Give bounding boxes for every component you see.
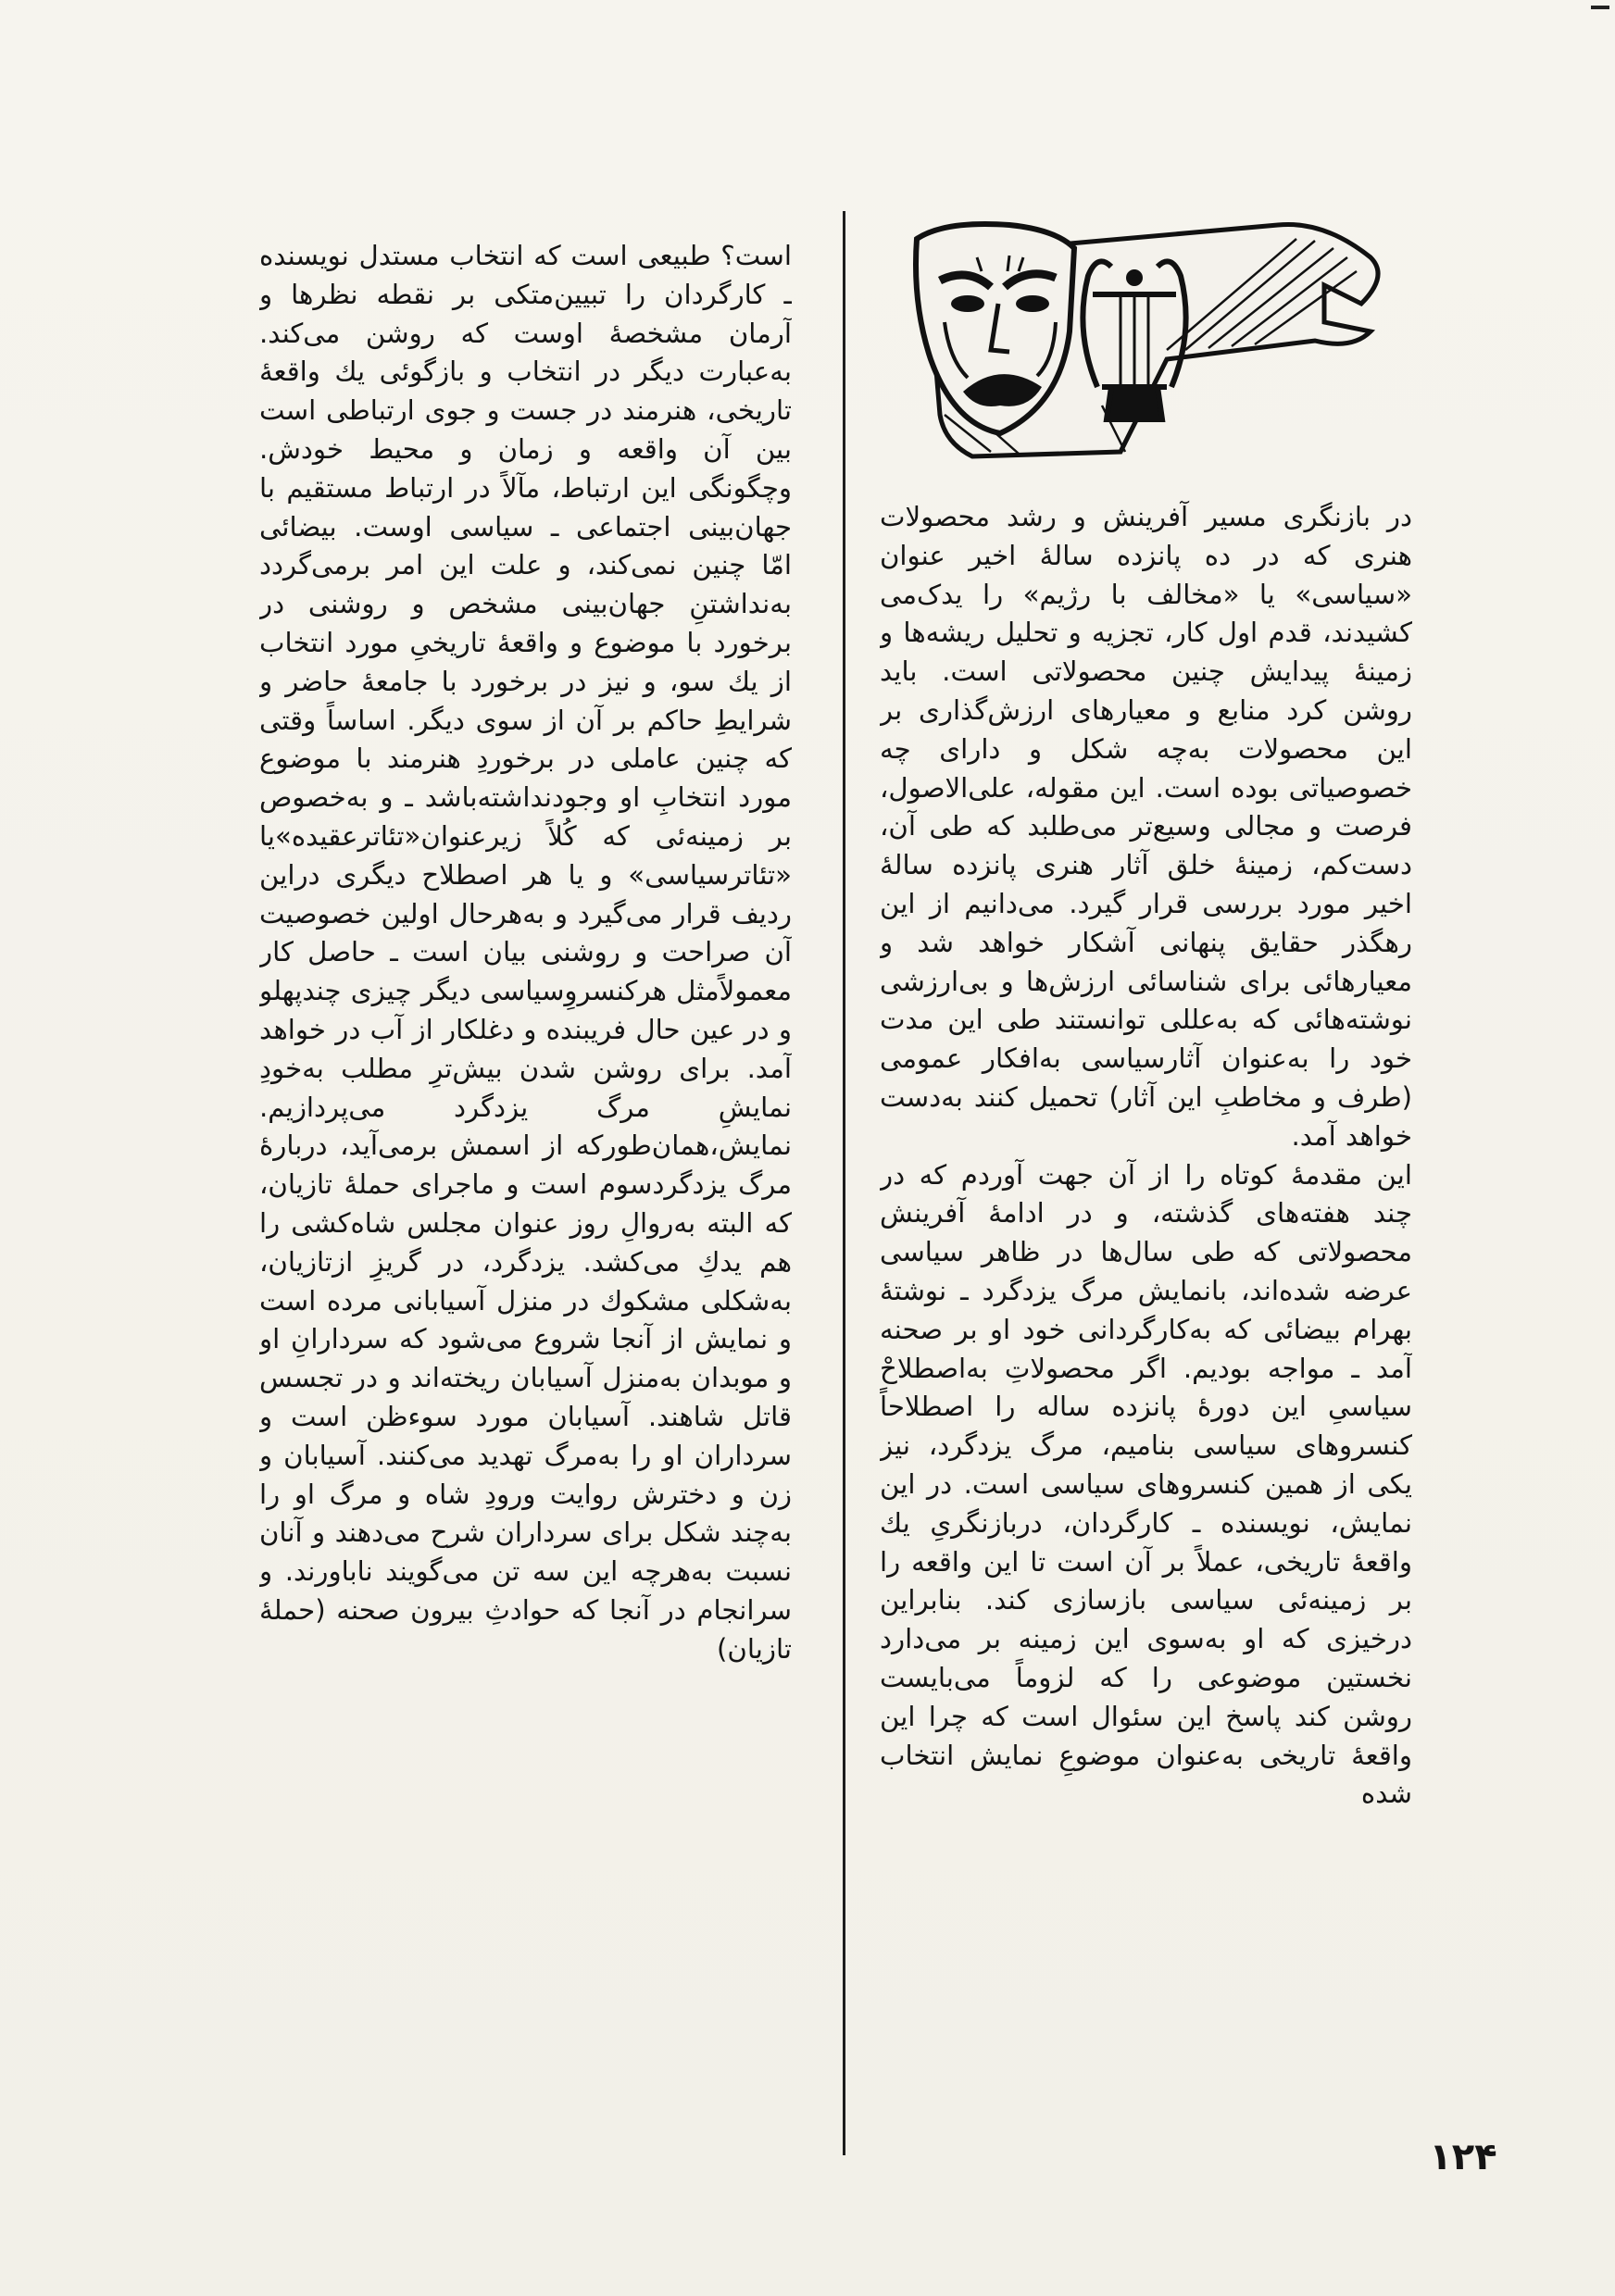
right-column: [880, 498, 1412, 2192]
right-column-paragraph-1: در بازنگری مسیر آفرینش و رشد محصولات هنری که در ده پانزده سالهٔ اخیر عنوان «سیاسی» یا «مخالف با رژیم» را یدک‌می کشیدند، قدم اول کار، تجزیه و تحلیل ریشه‌ها و زمینهٔ پیدایش چنین محصولاتی است. باید روشن کرد منابع و معیارهای ارزش‌گذاری بر این محصولات به‌چه شکل و دارای چه خصوصیاتی بوده است. این مقوله، علی‌الاصول، فرصت و مجالی وسیع‌تر می‌طلبد که طی آن، دست‌کم، زمینهٔ خلق آثار هنری پانزده سالهٔ اخیر مورد بررسی قرار گیرد. می‌دانیم از این رهگذر حقایق پنهانی آشکار خواهد شد و معیارهائی برای شناسائی ارزش‌ها و بی‌ارزشی نوشته‌هائی که به‌عللی توانستند طی این مدت خود را به‌عنوان آثارسیاسی به‌افکار عمومی (طرف و مخاطبِ این آثار) تحمیل کنند به‌دست خواهد آمد.: [880, 501, 1412, 1152]
column-divider: [843, 211, 845, 2155]
right-column-paragraph-2: این مقدمهٔ کوتاه را از آن جهت آوردم که در چند هفته‌های گذشته، و در ادامهٔ آفرینش محصولاتی که طی سال‌ها در ظاهر سیاسی عرضه شده‌اند، بانمایش مرگ یزدگرد ـ نوشتهٔ بهرام بیضائی که به‌کارگردانی خود او بر صحنه آمد ـ مواجه بودیم. اگر محصولاتِ به‌اصطلاحْ سیاسیِ این دورهٔ پانزده ساله را اصطلاحاً کنسروهای سیاسی بنامیم، مرگ یزدگرد، نیز یکی از همین کنسروهای سیاسی است. در این نمایش، نویسنده ـ کارگردان، دربازنگریِ یك واقعهٔ تاریخی، عملاً بر آن است تا این واقعه را بر زمینه‌ئی سیاسی بازسازی کند. بنابراین درخیزی که او به‌سوی این زمینه بر می‌دارد نخستین موضوعی را که لزوماً می‌بایست روشن کند پاسخ این سئوال است که چرا این واقعهٔ تاریخی به‌عنوان موضوعِ نمایش انتخاب شده: [880, 1158, 1412, 1810]
page-corner-mark: [1591, 6, 1609, 9]
theatre-mask-and-lyre-icon: [889, 220, 1408, 470]
page-number: ۱۲۴: [1429, 2136, 1497, 2178]
left-column-paragraph-1: است؟ طبیعی است که انتخاب مستدل نویسنده ـ کارگردان را تبیین‌متکی بر نقطه نظرها و آرمان مشخصهٔ اوست که روشن می‌کند. به‌عبارت دیگر در انتخاب و بازگوئی یك واقعهٔ تاریخی، هنرمند در جست و جوی ارتباطی است بین آن واقعه و زمان و محیط خودش. وچگونگی این ارتباط، مآلاً در ارتباط مستقیم با جهان‌بینی اجتماعی ـ سیاسی اوست. بیضائی امّا چنین نمی‌کند، و علت این امر برمی‌گردد به‌نداشتنِ جهان‌بینی مشخص و روشنی در برخورد با موضوع و واقعهٔ تاریخیِ مورد انتخاب از یك سو، و نیز در برخورد با جامعهٔ حاضر و شرایطِ حاکم بر آن از سوی دیگر. اساساً وقتی که چنین عاملی در برخوردِ هنرمند با موضوع مورد انتخابِ او وجودنداشته‌باشد ـ و به‌خصوص بر زمینه‌ئی که کُلاً زیرعنوان«تئاترعقیده»یا «تئاترسیاسی» و یا هر اصطلاح دیگری دراین ردیف قرار می‌گیرد و به‌هرحال اولین خصوصیت آن صراحت و روشنی بیان است ـ حاصل کار معمولاً‌مثل هرکنسروِسیاسی دیگر چیزی چندپهلو و در عین حال فریبنده و دغلکار از آب در خواهد آمد. برای روشن شدن بیش‌ترِ مطلب به‌خودِ نمایشِ مرگ یزدگرد می‌پردازیم. نمایش،همان‌طورکه از اسمش برمی‌آید، دربارهٔ مرگ یزدگردسوم است و ماجرای حملهٔ تازیان، که البته به‌روالِ روز عنوان مجلس شاه‌کشی را هم یدكِ می‌کشد. یزدگرد، در گریزِ ازتازیان، به‌شکلی مشکوك در منزل آسیابانی مرده است و نمایش از آنجا شروع می‌شود که سردارانِ او و موبدان به‌منزل آسیابان ریخته‌اند و در تجسس قاتل شاهند. آسیابان مورد سوءظن است و سرداران او را به‌مرگ تهدید می‌کنند. آسیابان و زن و دخترش روایت ورودِ شاه و مرگ او را به‌چند شکل برای سرداران شرح می‌دهند و آنان نسبت به‌هرچه این سه تن می‌گویند ناباورند. و سرانجام در آنجا که حوادثِ بیرون صحنه (حملهٔ تازیان): [259, 240, 792, 1665]
left-column: [259, 237, 792, 2190]
